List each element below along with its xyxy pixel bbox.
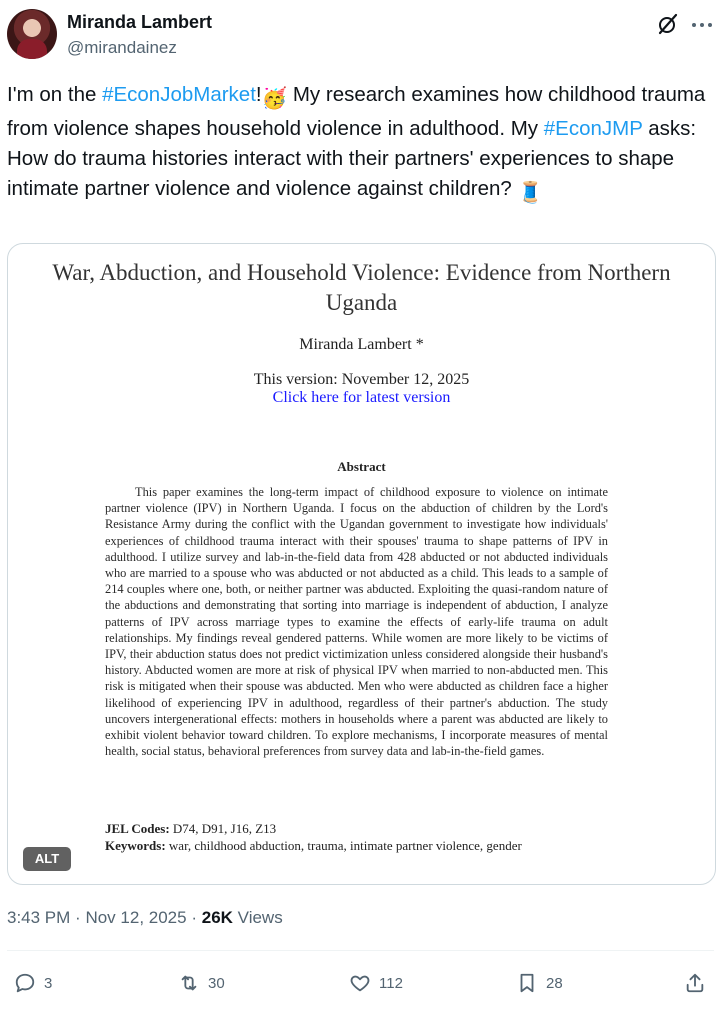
emoji: 🧵	[517, 181, 544, 204]
tweet-date[interactable]: Nov 12, 2025	[85, 908, 187, 927]
like-button[interactable]	[349, 965, 403, 1001]
tweet-time[interactable]: 3:43 PM	[7, 908, 71, 927]
share-icon	[684, 972, 706, 994]
reply-icon	[14, 972, 36, 994]
tweet-text-segment: asks: How do trauma histories interact with their partners' experiences to shape intimate partner violence and violence against children?	[7, 117, 697, 200]
meta-separator: ·	[191, 908, 197, 927]
divider	[7, 950, 714, 951]
reply-button[interactable]	[14, 965, 52, 1001]
heart-icon	[349, 972, 371, 994]
abstract-text: This paper examines the long-term impact of childhood exposure to violence on intimate partner violence (IPV) in Northern Uganda. I focus on the abduction of children by the Lord's Resistance Army during the conflict with the Ugandan government to investigate how individuals' experiences of childhood trauma interact with their spouses' trauma to shape patterns of IPV in adulthood. I utilize survey and lab-in-the-field data from 428 abducted or not abducted individuals who are married to a spouse who was abducted or not abducted as a child. This leads to a sample of 214 couples where one, both, or neither partner was abducted. Exploiting the quasi-random nature of the abductions and demonstrating that sorting into marriage is independent of abduction, I analyze patterns of IPV across marriage types to examine the effects of early-life trauma on adult relationships. My findings reveal gendered patterns. While women are more likely to be victims of IPV, their abduction status does not predict victimization unless considered alongside their husband's history. Abducted women are more at risk of physical IPV when married to non-abducted men. This risk is mitigated when their spouse was abducted. Men who were abducted as children face a higher likelihood of experiencing IPV in adulthood, regardless of their partner's abduction. The study uncovers intergenerational effects: mothers in households where a parent was abducted are likely to exhibit violent behavior toward children. To explore mechanisms, I incorporate measures of mental health, social status, behavioral preferences from survey data and lab-in-the-field games.	[105, 485, 608, 759]
keywords	[105, 838, 522, 854]
views-label: Views	[237, 908, 283, 927]
bookmark-count: 28	[546, 974, 563, 992]
grok-icon[interactable]	[656, 12, 680, 36]
tweet-text-segment: !	[255, 83, 262, 106]
avatar[interactable]	[7, 9, 57, 59]
tweet-header	[0, 0, 728, 70]
keywords-label: Keywords:	[105, 838, 166, 853]
jel-label: JEL Codes:	[105, 821, 170, 836]
tweet-meta	[7, 908, 283, 928]
paper-version: This version: November 12, 2025	[253, 371, 470, 388]
reply-count: 3	[44, 974, 53, 992]
tweet-text-segment: I'm on the	[7, 83, 103, 106]
meta-separator: ·	[75, 908, 81, 927]
bookmark-button[interactable]	[516, 965, 563, 1001]
views-count: 26K	[201, 908, 233, 927]
more-icon[interactable]	[690, 20, 714, 30]
keywords-value: war, childhood abduction, trauma, intimate partner violence, gender	[168, 838, 522, 853]
hashtag-link[interactable]: #EconJMP	[543, 117, 643, 140]
emoji: 🥳	[261, 87, 288, 110]
jel-value: D74, D91, J16, Z13	[172, 821, 277, 836]
hashtag-link[interactable]: #EconJobMarket	[102, 83, 256, 106]
paper-author: Miranda Lambert *	[299, 336, 424, 353]
author-handle[interactable]: @mirandainez	[67, 38, 177, 57]
tweet-text	[7, 80, 713, 208]
jel-codes	[105, 821, 276, 837]
share-button[interactable]	[684, 965, 714, 1001]
paper-title: War, Abduction, and Household Violence: Evidence from Northern Uganda	[52, 260, 671, 315]
repost-count: 30	[208, 974, 225, 992]
alt-badge[interactable]: ALT	[23, 847, 71, 871]
paper-latest-version-link[interactable]: Click here for latest version	[272, 389, 451, 406]
tweet-media-image[interactable]	[7, 243, 716, 885]
tweet-text-segment: My research examines how childhood trauma from violence shapes household violence in adulthood. My	[7, 83, 706, 140]
action-bar	[0, 965, 728, 1001]
abstract-heading: Abstract	[337, 459, 386, 474]
bookmark-icon	[516, 972, 538, 994]
author-name[interactable]: Miranda Lambert	[67, 12, 213, 32]
paper-screenshot	[8, 244, 715, 884]
like-count: 112	[379, 974, 403, 992]
repost-button[interactable]	[178, 965, 225, 1001]
repost-icon	[178, 972, 200, 994]
